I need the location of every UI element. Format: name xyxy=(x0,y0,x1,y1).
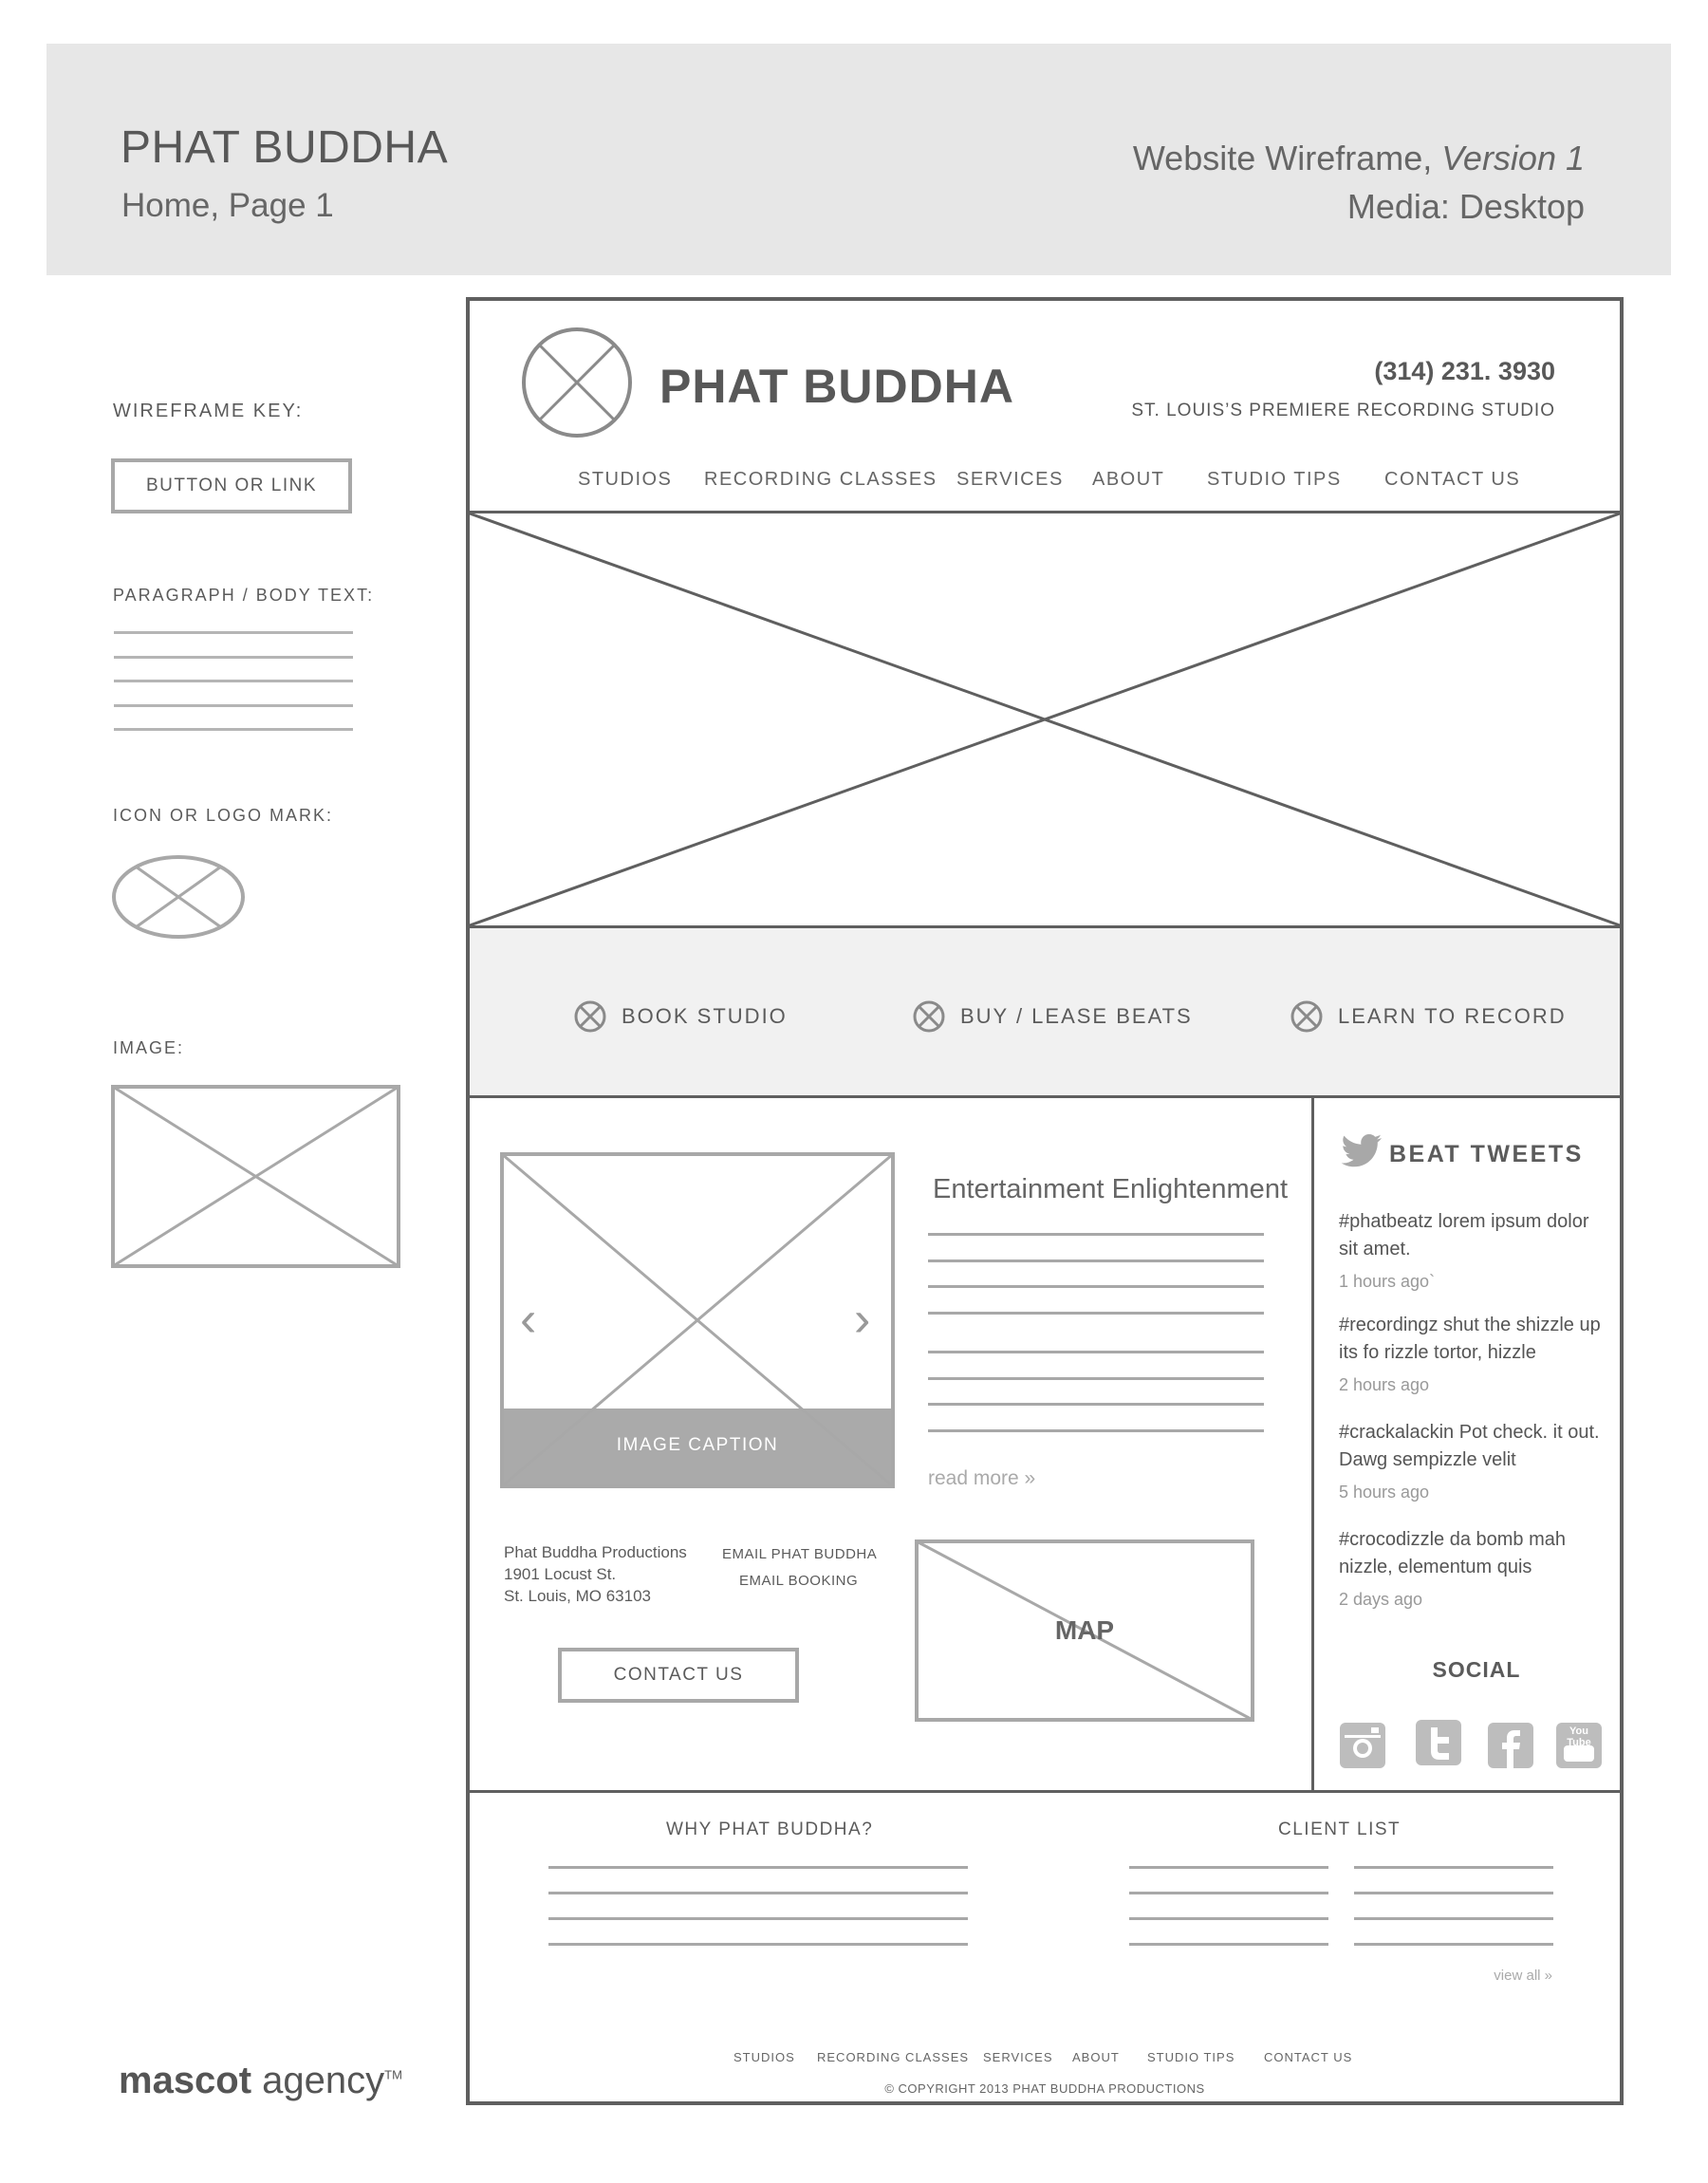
why-text-line xyxy=(548,1917,968,1920)
divider xyxy=(470,1790,1620,1793)
nav-contact-us[interactable]: CONTACT US xyxy=(1384,469,1521,490)
site-tagline: ST. LOUIS’S PREMIERE RECORDING STUDIO xyxy=(1131,401,1555,420)
nav-studio-tips[interactable]: STUDIO TIPS xyxy=(1207,469,1342,490)
doc-media-label: Media: xyxy=(1346,187,1459,226)
article-text-line xyxy=(928,1403,1264,1406)
divider xyxy=(470,1095,1620,1098)
key-paragraph-label: PARAGRAPH / BODY TEXT: xyxy=(113,586,375,605)
client-text-line xyxy=(1129,1866,1328,1869)
slider-prev-icon[interactable]: ‹ xyxy=(520,1292,537,1347)
agency-logo-tm: TM xyxy=(384,2067,402,2082)
cta-learn-to-record-label: LEARN TO RECORD xyxy=(1338,1004,1567,1028)
client-list-heading: CLIENT LIST xyxy=(1278,1819,1402,1839)
doc-title: PHAT BUDDHA xyxy=(121,122,449,173)
contact-company: Phat Buddha Productions xyxy=(504,1543,687,1561)
doc-version-value: Version 1 xyxy=(1441,139,1585,177)
key-image-sample xyxy=(111,1085,400,1268)
article-text-line xyxy=(928,1377,1264,1380)
article-text-line xyxy=(928,1429,1264,1432)
agency-logo xyxy=(119,2060,402,2102)
site-logo-icon[interactable] xyxy=(521,327,633,438)
site-phone: (314) 231. 3930 xyxy=(1374,357,1555,385)
cta-x-icon xyxy=(1290,1000,1323,1033)
doc-version xyxy=(1133,139,1585,178)
why-text-line xyxy=(548,1892,968,1894)
contact-us-button[interactable]: CONTACT US xyxy=(558,1648,799,1703)
key-heading: WIREFRAME KEY: xyxy=(113,401,304,421)
key-text-line xyxy=(114,631,353,634)
email-phat-buddha-link[interactable]: EMAIL PHAT BUDDHA xyxy=(722,1546,878,1562)
key-icon-sample-icon xyxy=(111,854,246,940)
hero-image-placeholder xyxy=(470,513,1620,927)
why-heading: WHY PHAT BUDDHA? xyxy=(666,1819,874,1839)
client-text-line xyxy=(1129,1943,1328,1946)
tweet-time: 2 hours ago xyxy=(1339,1375,1430,1394)
tweet-text: #recordingz shut the shizzle up its fo rizzle tortor, hizzle xyxy=(1339,1315,1601,1363)
cta-buy-lease-beats-label: BUY / LEASE BEATS xyxy=(960,1004,1193,1028)
twitter-bird-icon xyxy=(1340,1134,1383,1170)
client-text-line xyxy=(1354,1866,1553,1869)
footer-nav-recording-classes[interactable]: RECORDING CLASSES xyxy=(817,2050,970,2064)
slider-next-icon[interactable]: › xyxy=(854,1292,871,1347)
key-text-line xyxy=(114,656,353,659)
cta-book-studio[interactable] xyxy=(574,1000,788,1033)
article-text-line xyxy=(928,1285,1264,1288)
doc-media-value: Desktop xyxy=(1458,187,1585,226)
key-text-line xyxy=(114,704,353,707)
cta-learn-to-record[interactable] xyxy=(1290,1000,1567,1033)
why-text-line xyxy=(548,1943,968,1946)
cta-book-studio-label: BOOK STUDIO xyxy=(622,1004,788,1028)
tweet-time: 5 hours ago xyxy=(1339,1483,1430,1502)
client-text-line xyxy=(1354,1917,1553,1920)
nav-recording-classes[interactable]: RECORDING CLASSES xyxy=(704,469,938,490)
client-text-line xyxy=(1354,1892,1553,1894)
doc-media xyxy=(1347,187,1585,227)
key-button-sample: BUTTON OR LINK xyxy=(111,458,352,513)
instagram-icon[interactable] xyxy=(1340,1723,1385,1768)
youtube-icon-text: You Tube xyxy=(1567,1726,1591,1748)
doc-subtitle: Home, Page 1 xyxy=(121,187,334,224)
footer-nav-about[interactable]: ABOUT xyxy=(1072,2050,1120,2064)
agency-logo-bold: mascot xyxy=(119,2060,252,2101)
key-text-line xyxy=(114,680,353,682)
footer-nav-services[interactable]: SERVICES xyxy=(983,2050,1053,2064)
key-icon-label: ICON OR LOGO MARK: xyxy=(113,806,334,825)
tweet-time: 1 hours ago` xyxy=(1339,1272,1436,1291)
sidebar-divider xyxy=(1311,1098,1314,1793)
tweet-text: #crackalackin Pot check. it out. Dawg sempizzle velit xyxy=(1339,1422,1600,1470)
slider-caption: IMAGE CAPTION xyxy=(616,1435,779,1455)
beat-tweets-heading: BEAT TWEETS xyxy=(1389,1141,1584,1167)
nav-about[interactable]: ABOUT xyxy=(1092,469,1165,490)
article-text-line xyxy=(928,1312,1264,1315)
tweet-text: #crocodizzle da bomb mah nizzle, elementum quis xyxy=(1339,1529,1567,1577)
article-text-line xyxy=(928,1351,1264,1353)
doc-version-label: Website Wireframe, xyxy=(1132,139,1442,177)
facebook-icon[interactable] xyxy=(1488,1723,1533,1768)
key-text-line xyxy=(114,728,353,731)
agency-logo-light: agency xyxy=(251,2060,385,2101)
copyright: © COPYRIGHT 2013 PHAT BUDDHA PRODUCTIONS xyxy=(884,2081,1205,2096)
key-image-label: IMAGE: xyxy=(113,1038,185,1057)
client-text-line xyxy=(1129,1892,1328,1894)
footer-nav-studio-tips[interactable]: STUDIO TIPS xyxy=(1147,2050,1235,2064)
social-heading: SOCIAL xyxy=(1432,1657,1521,1682)
twitter-icon[interactable] xyxy=(1416,1720,1461,1765)
read-more-link[interactable]: read more » xyxy=(928,1467,1036,1489)
cta-x-icon xyxy=(913,1000,945,1033)
article-title: Entertainment Enlightenment xyxy=(933,1174,1288,1204)
client-text-line xyxy=(1354,1943,1553,1946)
contact-city: St. Louis, MO 63103 xyxy=(504,1587,651,1605)
tweet-text: #phatbeatz lorem ipsum dolor sit amet. xyxy=(1339,1211,1589,1259)
email-booking-link[interactable]: EMAIL BOOKING xyxy=(739,1573,859,1589)
cta-x-icon xyxy=(574,1000,606,1033)
footer-nav-studios[interactable]: STUDIOS xyxy=(733,2050,795,2064)
view-all-link[interactable]: view all » xyxy=(1494,1968,1552,1984)
footer-nav-contact-us[interactable]: CONTACT US xyxy=(1264,2050,1353,2064)
why-text-line xyxy=(548,1866,968,1869)
site-title[interactable]: PHAT BUDDHA xyxy=(659,360,1014,413)
contact-street: 1901 Locust St. xyxy=(504,1565,617,1583)
map-label: MAP xyxy=(1054,1615,1115,1645)
cta-buy-lease-beats[interactable] xyxy=(913,1000,1193,1033)
client-text-line xyxy=(1129,1917,1328,1920)
article-text-line xyxy=(928,1233,1264,1236)
nav-services[interactable]: SERVICES xyxy=(956,469,1064,490)
article-text-line xyxy=(928,1259,1264,1262)
tweet-time: 2 days ago xyxy=(1339,1590,1423,1609)
nav-studios[interactable]: STUDIOS xyxy=(578,469,673,490)
